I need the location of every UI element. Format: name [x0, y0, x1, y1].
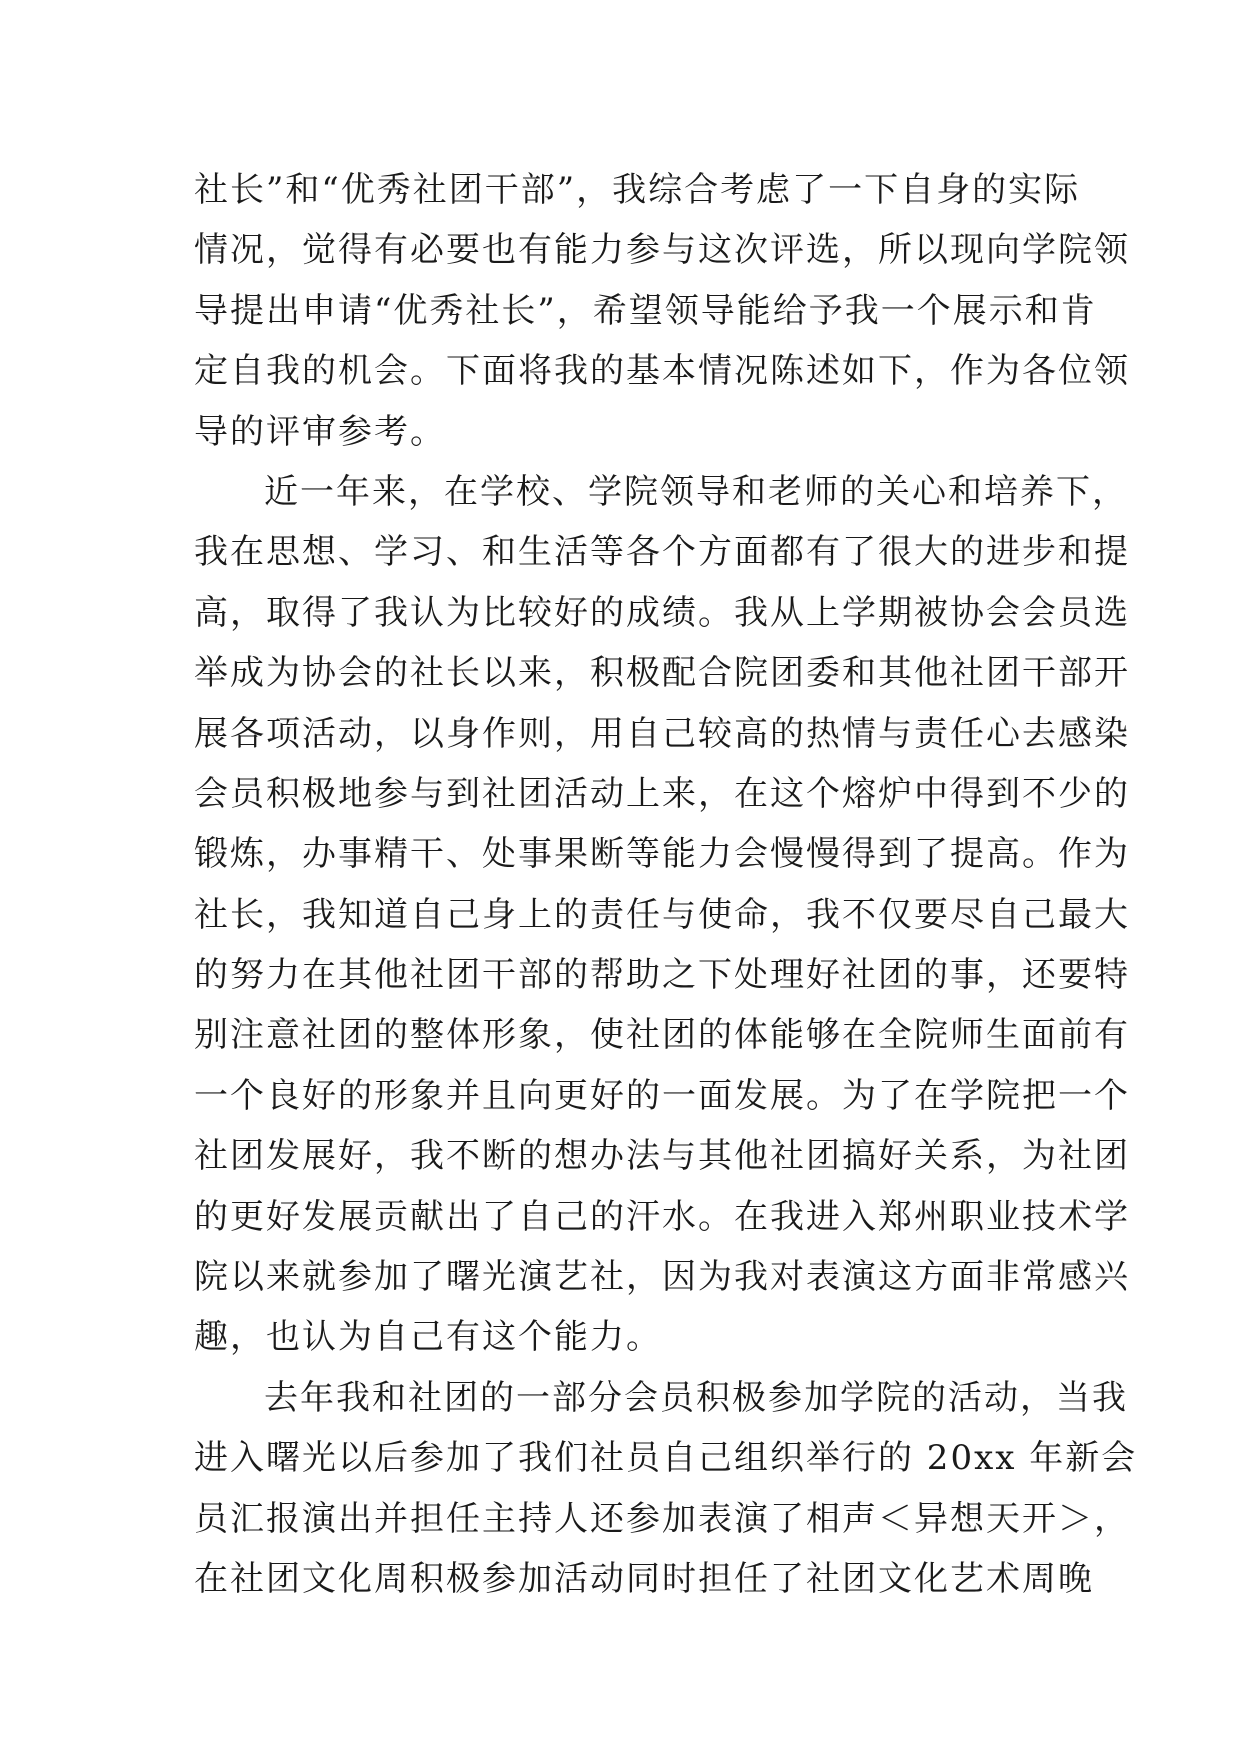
- text-line: 导的评审参考。: [194, 411, 446, 452]
- text-line: 别注意社团的整体形象，使社团的体能够在全院师生面前有: [194, 1015, 1130, 1056]
- text-line: 展各项活动，以身作则，用自己较高的热情与责任心去感染: [194, 713, 1130, 754]
- text-line: 社长”和“优秀社团干部”，我综合考虑了一下自身的实际: [194, 170, 1081, 210]
- text-line: 进入曙光以后参加了我们社员自己组织举行的 20xx 年新会: [194, 1438, 1138, 1479]
- text-line: 高，取得了我认为比较好的成绩。我从上学期被协会会员选: [194, 592, 1130, 633]
- text-line: 趣，也认为自己有这个能力。: [194, 1317, 662, 1358]
- text-line: 锻炼，办事精干、处事果断等能力会慢慢得到了提高。作为: [194, 834, 1130, 875]
- text-line: 的努力在其他社团干部的帮助之下处理好社团的事，还要特: [194, 955, 1130, 996]
- paragraph-first-line: 去年我和社团的一部分会员积极参加学院的活动，当我: [264, 1377, 1128, 1418]
- text-line: 定自我的机会。下面将我的基本情况陈述如下，作为各位领: [194, 351, 1130, 392]
- text-line: 院以来就参加了曙光演艺社，因为我对表演这方面非常感兴: [194, 1257, 1130, 1298]
- text-line: 导提出申请“优秀社长”，希望领导能给予我一个展示和肯: [194, 290, 1097, 331]
- text-line: 举成为协会的社长以来，积极配合院团委和其他社团干部开: [194, 653, 1130, 694]
- text-line: 会员积极地参与到社团活动上来，在这个熔炉中得到不少的: [194, 773, 1130, 814]
- text-line: 社团发展好，我不断的想办法与其他社团搞好关系，为社团: [194, 1136, 1130, 1177]
- text-line: 的更好发展贡献出了自己的汗水。在我进入郑州职业技术学: [194, 1196, 1130, 1237]
- body-text: [194, 160, 1138, 1609]
- paragraph-first-line: 近一年来，在学校、学院领导和老师的关心和培养下，: [264, 471, 1128, 512]
- text-line: 社长，我知道自己身上的责任与使命，我不仅要尽自己最大: [194, 894, 1130, 935]
- text-line: 一个良好的形象并且向更好的一面发展。为了在学院把一个: [194, 1075, 1130, 1116]
- text-line: 我在思想、学习、和生活等各个方面都有了很大的进步和提: [194, 532, 1130, 573]
- text-line: 在社团文化周积极参加活动同时担任了社团文化艺术周晚: [194, 1558, 1094, 1599]
- text-line: 情况，觉得有必要也有能力参与这次评选，所以现向学院领: [194, 230, 1130, 271]
- text-line: 员汇报演出并担任主持人还参加表演了相声＜异想天开＞，: [194, 1498, 1130, 1539]
